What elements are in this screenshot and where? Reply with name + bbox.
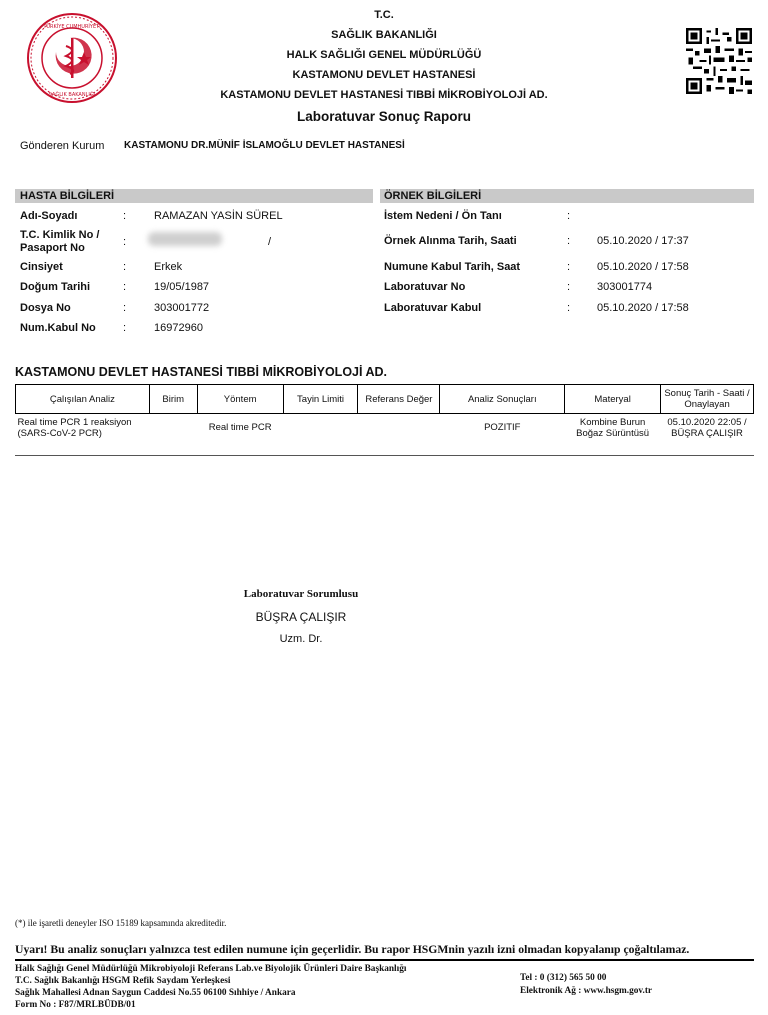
footer-web: Elektronik Ağ : www.hsgm.gov.tr	[520, 986, 653, 996]
header-line-ministry: SAĞLIK BAKANLIĞI	[331, 29, 437, 41]
cell-unit	[149, 414, 197, 454]
patient-file-label: Dosya No	[20, 302, 71, 314]
patient-birthdate-value: 19/05/1987	[154, 281, 210, 293]
cell-limit	[283, 414, 358, 454]
cell-date-approver: 05.10.2020 22:05 / BÜŞRA ÇALIŞIR	[667, 417, 747, 439]
patient-gender-label: Cinsiyet	[20, 261, 63, 273]
footer-address	[15, 963, 406, 1011]
signature-title: Laboratuvar Sorumlusu	[243, 588, 359, 600]
cell-result: POZITIF	[484, 422, 521, 433]
cell-method: Real time PCR	[208, 422, 272, 433]
header-line-directorate: HALK SAĞLIĞI GENEL MÜDÜRLÜĞÜ	[286, 49, 482, 61]
results-table	[15, 384, 754, 454]
col-material: Materyal	[565, 385, 661, 414]
footer-addr-line3: Sağlık Mahallesi Adnan Saygun Caddesi No.55 06100 Sıhhiye / Ankara	[15, 988, 296, 998]
sample-taken-value: 05.10.2020 / 17:37	[597, 235, 689, 247]
col-limit: Tayin Limiti	[283, 385, 358, 414]
footer-divider	[15, 959, 754, 961]
sample-reason-label: İstem Nedeni / Ön Tanı	[384, 210, 502, 222]
sample-heading: ÖRNEK BİLGİLERİ	[384, 190, 482, 202]
qr-code-icon	[686, 28, 752, 94]
col-unit: Birim	[149, 385, 197, 414]
lab-accept-label: Laboratuvar Kabul	[384, 302, 482, 314]
sample-accept-value: 05.10.2020 / 17:58	[597, 261, 689, 273]
cell-reference	[358, 414, 440, 454]
report-title: Laboratuvar Sonuç Raporu	[296, 109, 472, 124]
sender-value: KASTAMONU DR.MÜNİF İSLAMOĞLU DEVLET HASTANESİ	[124, 140, 405, 151]
header-line-hospital: KASTAMONU DEVLET HASTANESİ	[292, 69, 476, 81]
svg-text:SAĞLIK BAKANLIĞI: SAĞLIK BAKANLIĞI	[48, 92, 96, 98]
lab-accept-value: 05.10.2020 / 17:58	[597, 302, 689, 314]
lab-section-title: KASTAMONU DEVLET HASTANESİ TIBBİ MİKROBİYOLOJİ AD.	[15, 365, 387, 379]
table-row	[16, 414, 754, 454]
svg-text:TÜRKİYE CUMHURİYETİ: TÜRKİYE CUMHURİYETİ	[43, 24, 101, 30]
patient-accept-label: Num.Kabul No	[20, 322, 96, 334]
patient-file-value: 303001772	[154, 302, 210, 314]
signature-name: BÜŞRA ÇALIŞIR	[255, 610, 347, 624]
patient-id-value: /	[268, 236, 272, 248]
results-header-row	[16, 385, 754, 414]
lab-no-value: 303001774	[597, 281, 653, 293]
col-method: Yöntem	[197, 385, 283, 414]
table-bottom-divider	[15, 455, 754, 456]
patient-id-label: T.C. Kimlik No / Pasaport No	[20, 229, 100, 254]
warning-text: Uyarı! Bu analiz sonuçları yalnızca test edilen numune için geçerlidir. Bu rapor HSGMnin yazılı izni olmadan kopyalanıp çoğaltılamaz.	[15, 943, 690, 956]
col-date-approver: Sonuç Tarih - Saati / Onaylayan	[661, 385, 754, 414]
cell-material: Kombine Burun Boğaz Sürüntüsü	[576, 417, 650, 439]
patient-birthdate-label: Doğum Tarihi	[20, 281, 91, 293]
patient-name-value: RAMAZAN YASİN SÜREL	[154, 210, 283, 222]
col-result: Analiz Sonuçları	[440, 385, 565, 414]
footer-addr-line1: Halk Sağlığı Genel Müdürlüğü Mikrobiyoloji Referans Lab.ve Biyolojik Ürünleri Daire Başkanlığı	[15, 964, 407, 974]
patient-heading: HASTA BİLGİLERİ	[20, 190, 115, 202]
redacted-id-blur	[148, 232, 222, 246]
lab-no-label: Laboratuvar No	[384, 281, 466, 293]
patient-gender-value: Erkek	[154, 261, 183, 273]
footer-addr-line2: T.C. Sağlık Bakanlığı HSGM Refik Saydam Yerleşkesi	[15, 976, 231, 986]
iso-note: (*) ile işaretli deneyler ISO 15189 kapsamında akreditedir.	[15, 918, 227, 928]
patient-accept-value: 16972960	[154, 322, 203, 334]
sample-accept-label: Numune Kabul Tarih, Saat	[384, 261, 521, 273]
footer-contact	[520, 972, 652, 998]
header-line-department: KASTAMONU DEVLET HASTANESİ TIBBİ MİKROBİYOLOJİ AD.	[220, 89, 548, 101]
footer-tel: Tel : 0 (312) 565 50 00	[520, 973, 607, 983]
footer-form-no: Form No : F87/MRLBÜDB/01	[15, 1000, 136, 1010]
cell-analysis: Real time PCR 1 reaksiyon (SARS-CoV-2 PCR)	[17, 417, 132, 439]
header-line-tc: T.C.	[374, 9, 394, 21]
col-reference: Referans Değer	[358, 385, 440, 414]
signature-degree: Uzm. Dr.	[279, 633, 323, 645]
col-analysis: Çalışılan Analiz	[16, 385, 150, 414]
sender-label: Gönderen Kurum	[20, 140, 105, 152]
patient-name-label: Adı-Soyadı	[20, 210, 78, 222]
sample-taken-label: Örnek Alınma Tarih, Saati	[384, 235, 517, 247]
